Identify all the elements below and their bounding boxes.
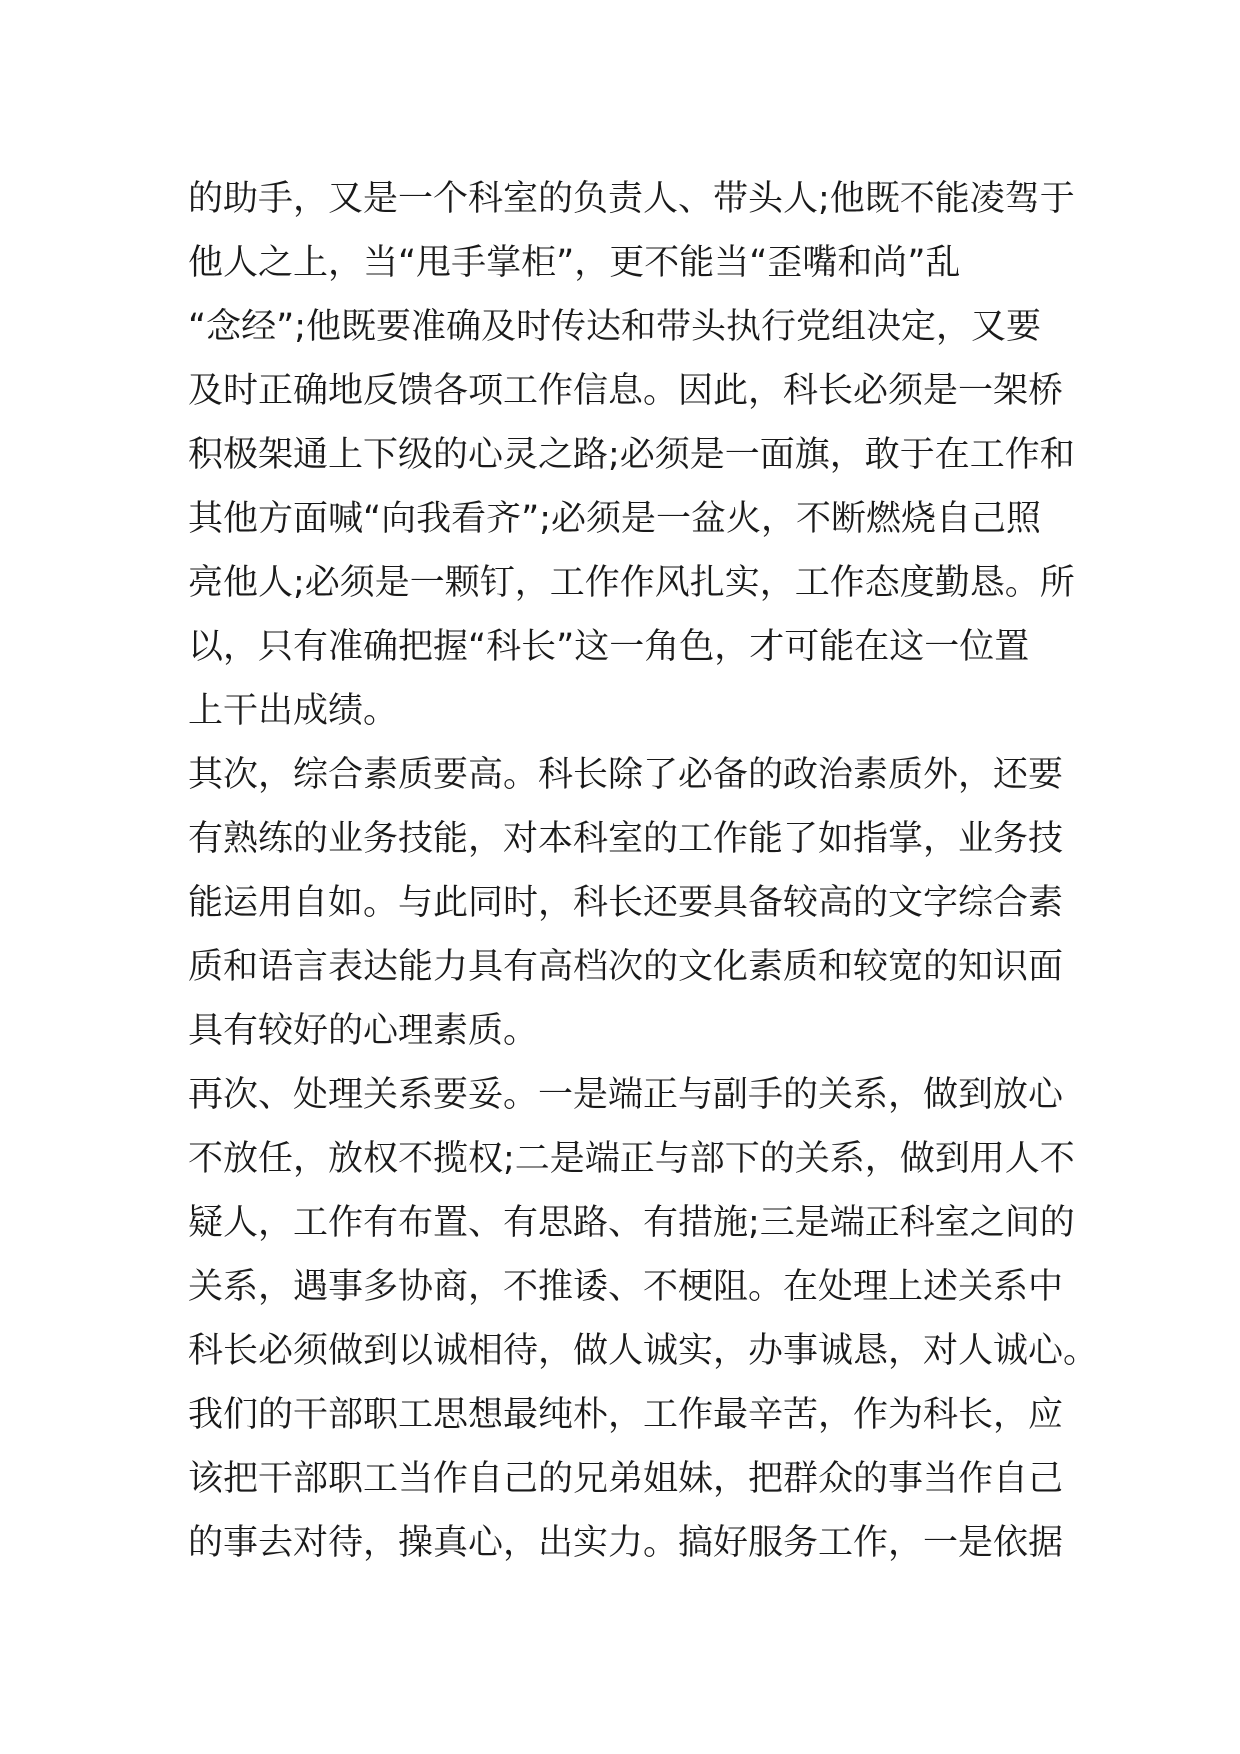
text-line: 疑人，工作有布置、有思路、有措施;三是端正科室之间的 [188,1203,1075,1243]
text-line: 能运用自如。与此同时，科长还要具备较高的文字综合素 [188,883,1064,923]
text-line: 具有较好的心理素质。 [188,1011,539,1051]
text-line: 我们的干部职工思想最纯朴，工作最辛苦，作为科长，应 [188,1395,1064,1435]
text-line: 上干出成绩。 [188,691,399,731]
text-line: 及时正确地反馈各项工作信息。因此，科长必须是一架桥 [188,371,1064,411]
text-line: 质和语言表达能力具有高档次的文化素质和较宽的知识面 [188,947,1064,987]
body-text [188,167,1099,1575]
text-line: 再次、处理关系要妥。一是端正与副手的关系，做到放心 [188,1075,1064,1115]
text-line: 关系，遇事多协商，不推诿、不梗阻。在处理上述关系中 [188,1267,1064,1307]
text-line: 积极架通上下级的心灵之路;必须是一面旗，敢于在工作和 [188,435,1075,475]
text-line: 的事去对待，操真心，出实力。搞好服务工作，一是依据 [188,1523,1064,1563]
text-line: 不放任，放权不揽权;二是端正与部下的关系，做到用人不 [188,1139,1075,1179]
text-line: 科长必须做到以诚相待，做人诚实，办事诚恳，对人诚心。 [188,1331,1099,1371]
text-line: 的助手，又是一个科室的负责人、带头人;他既不能凌驾于 [188,179,1075,219]
text-line: 以，只有准确把握“科长”这一角色，才可能在这一位置 [188,627,1030,667]
text-line: 有熟练的业务技能，对本科室的工作能了如指掌，业务技 [188,819,1064,859]
text-line: 该把干部职工当作自己的兄弟姐妹，把群众的事当作自己 [188,1459,1064,1499]
text-line: 亮他人;必须是一颗钉，工作作风扎实，工作态度勤恳。所 [188,563,1075,603]
text-line: 其他方面喊“向我看齐”;必须是一盆火，不断燃烧自己照 [188,499,1042,539]
text-line: 他人之上，当“甩手掌柜”，更不能当“歪嘴和尚”乱 [188,243,961,283]
text-line: 其次，综合素质要高。科长除了必备的政治素质外，还要 [188,755,1064,795]
text-line: “念经”;他既要准确及时传达和带头执行党组决定，又要 [188,307,1042,347]
